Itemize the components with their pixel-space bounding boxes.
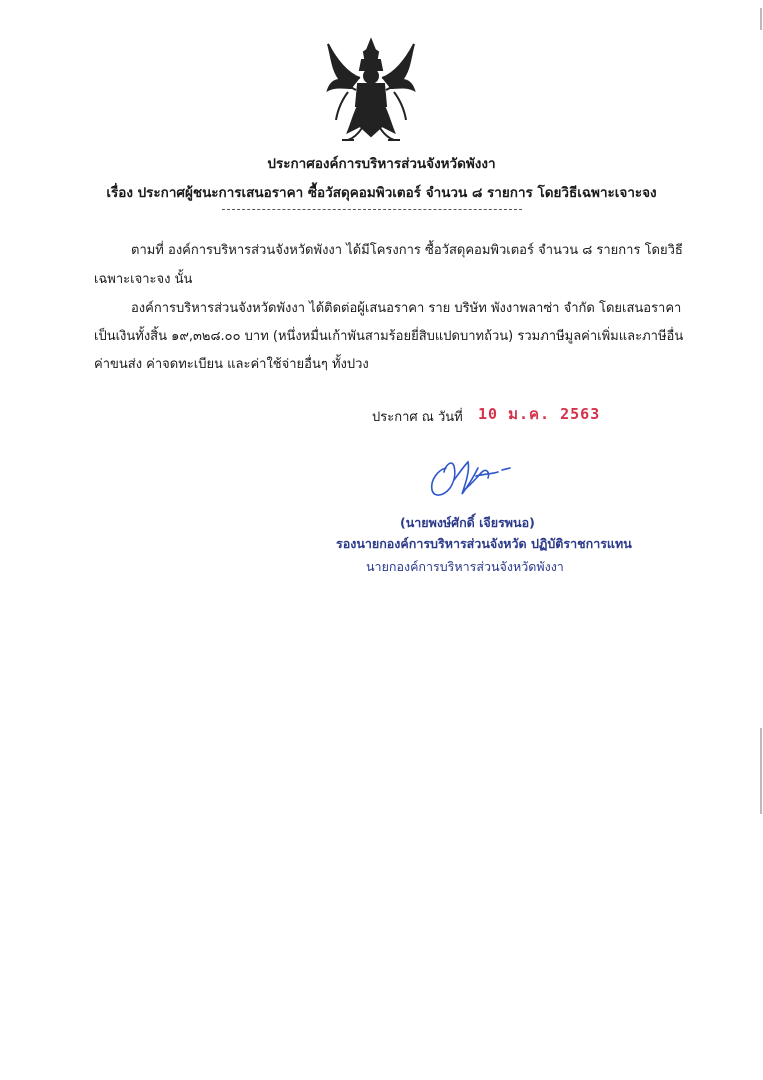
scan-edge-mark	[760, 728, 762, 814]
signer-name: (นายพงษ์ศักดิ์ เจียรพนอ)	[400, 515, 535, 530]
separator-line	[222, 209, 522, 210]
scan-edge-mark	[760, 8, 762, 30]
paragraph-2-line-2: เป็นเงินทั้งสิ้น ๑๙,๓๒๘.๐๐ บาท (หนึ่งหมื่นเก้าพันสามร้อยยี่สิบแปดบาทถ้วน) รวมภาษีมูลค่าเพิ่มและภาษีอื่น	[94, 329, 684, 344]
date-stamp: 10 ม.ค. 2563	[478, 405, 601, 423]
paragraph-2-line-3: ค่าขนส่ง ค่าจดทะเบียน และค่าใช้จ่ายอื่นๆ ทั้งปวง	[94, 357, 369, 372]
paragraph-1-line-1: ตามที่ องค์การบริหารส่วนจังหวัดพังงา ได้มีโครงการ ซื้อวัสดุคอมพิวเตอร์ จำนวน ๘ รายการ โดยวิธี	[131, 243, 683, 258]
document-title: ประกาศองค์การบริหารส่วนจังหวัดพังงา	[267, 156, 496, 172]
announcement-date-label: ประกาศ ณ วันที่	[372, 410, 463, 425]
signer-title: นายกองค์การบริหารส่วนจังหวัดพังงา	[366, 559, 564, 574]
garuda-emblem-icon	[318, 36, 424, 144]
handwritten-signature	[424, 450, 514, 506]
paragraph-1-line-2: เฉพาะเจาะจง นั้น	[94, 272, 193, 287]
document-subject: เรื่อง ประกาศผู้ชนะการเสนอราคา ซื้อวัสดุคอมพิวเตอร์ จำนวน ๘ รายการ โดยวิธีเฉพาะเจาะจง	[106, 185, 657, 201]
signer-position: รองนายกองค์การบริหารส่วนจังหวัด ปฏิบัติราชการแทน	[336, 536, 632, 551]
paragraph-2-line-1: องค์การบริหารส่วนจังหวัดพังงา ได้ติดต่อผู้เสนอราคา ราย บริษัท พังงาพลาซ่า จำกัด โดยเสนอราคา	[131, 301, 682, 316]
